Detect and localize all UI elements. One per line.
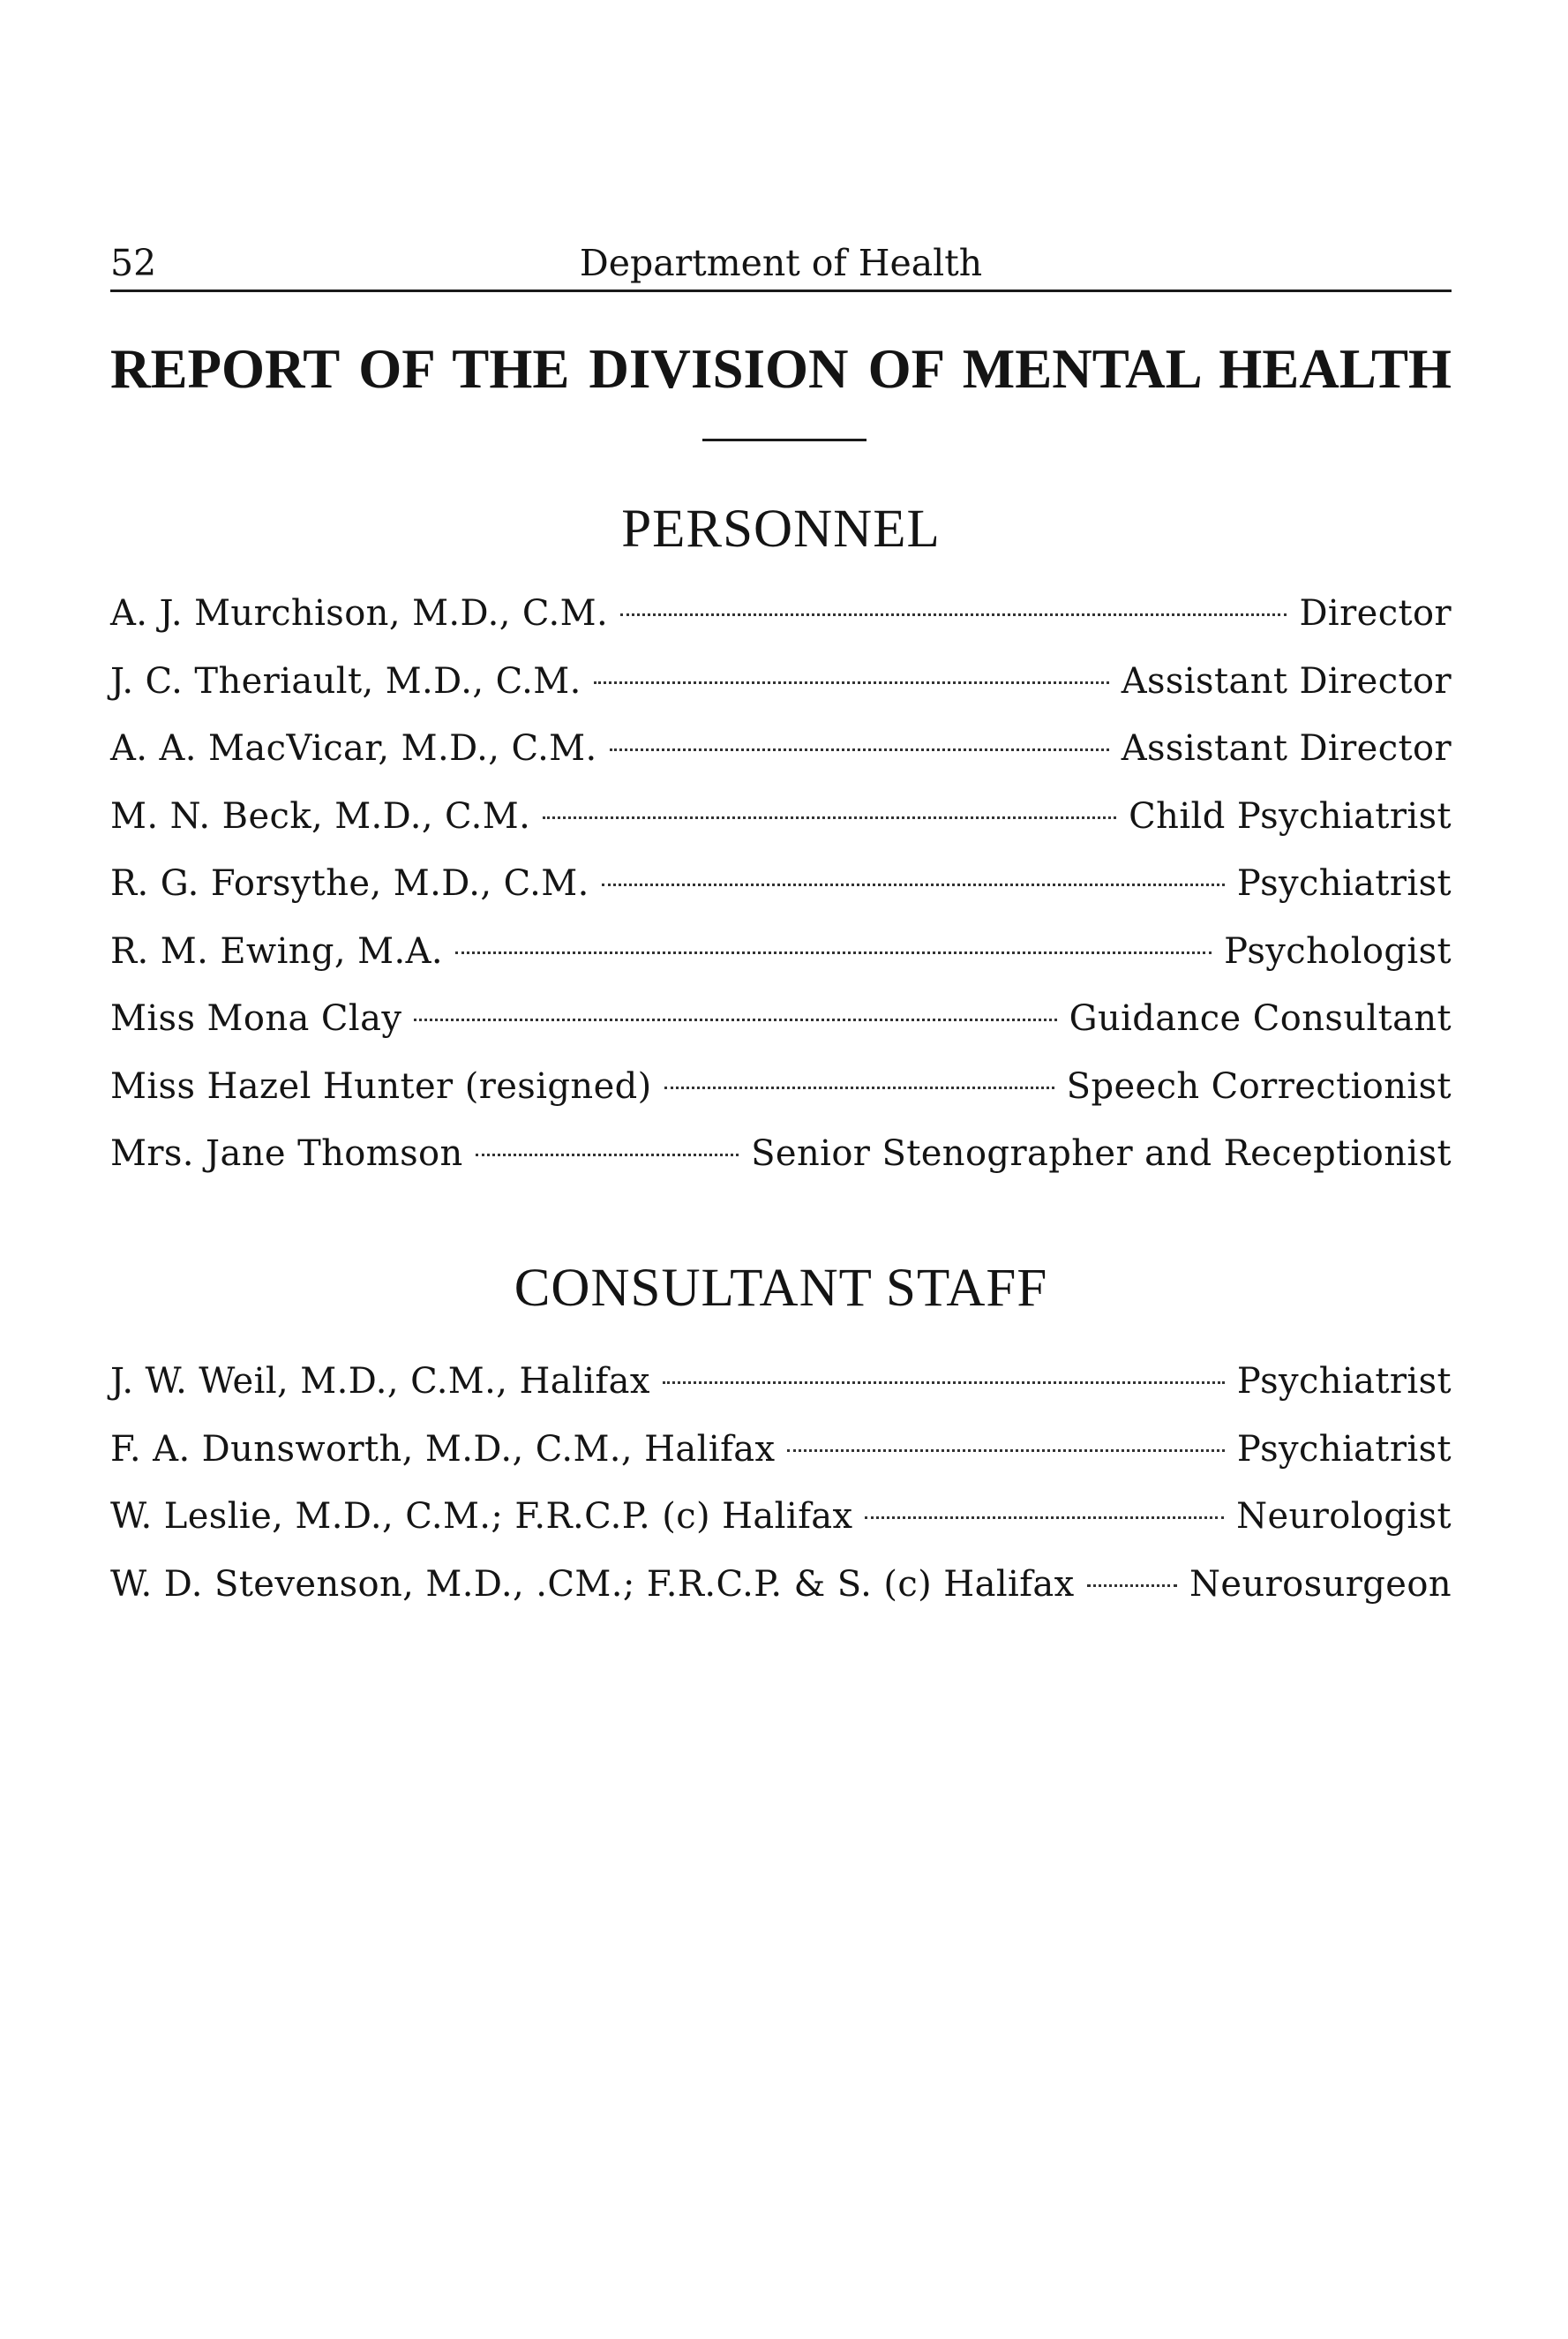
consultant-entry	[110, 1423, 1452, 1491]
consultant-entry	[110, 1490, 1452, 1558]
personnel-entry	[110, 925, 1452, 993]
staff-role: Assistant Director	[1121, 728, 1452, 769]
personnel-entry	[110, 790, 1452, 858]
personnel-list	[110, 587, 1452, 1195]
staff-role: Psychiatrist	[1236, 863, 1452, 904]
dot-leader	[663, 1381, 1225, 1384]
staff-name: A. A. MacVicar, M.D., C.M.	[110, 728, 597, 769]
dot-leader	[543, 816, 1116, 819]
dot-leader	[414, 1019, 1056, 1021]
consultant-role: Psychiatrist	[1236, 1361, 1452, 1402]
personnel-entry	[110, 857, 1452, 925]
staff-role: Child Psychiatrist	[1129, 795, 1452, 837]
consultant-name: W. D. Stevenson, M.D., .CM.; F.R.C.P. & S. (c) Halifax	[110, 1563, 1075, 1605]
personnel-heading: PERSONNEL	[621, 500, 941, 559]
dot-leader	[1087, 1584, 1177, 1587]
staff-role: Speech Correctionist	[1066, 1065, 1452, 1107]
dot-leader	[620, 613, 1287, 616]
dot-leader	[594, 681, 1109, 684]
staff-role: Senior Stenographer and Receptionist	[751, 1133, 1452, 1174]
staff-name: J. C. Theriault, M.D., C.M.	[110, 660, 581, 702]
dot-leader	[610, 748, 1109, 751]
dot-leader	[664, 1087, 1054, 1089]
consultant-role: Neurosurgeon	[1189, 1563, 1452, 1605]
consultant-name: W. Leslie, M.D., C.M.; F.R.C.P. (c) Halifax	[110, 1496, 853, 1537]
staff-name: R. G. Forsythe, M.D., C.M.	[110, 863, 589, 904]
consultant-entry	[110, 1355, 1452, 1423]
staff-name: M. N. Beck, M.D., C.M.	[110, 795, 531, 837]
page-header	[110, 237, 1452, 292]
staff-name: A. J. Murchison, M.D., C.M.	[110, 593, 609, 634]
staff-role: Psychologist	[1224, 930, 1452, 972]
staff-name: Miss Mona Clay	[110, 998, 402, 1039]
staff-name: Miss Hazel Hunter (resigned)	[110, 1065, 652, 1107]
personnel-entry	[110, 655, 1452, 723]
dot-leader	[787, 1449, 1224, 1452]
consultant-role: Psychiatrist	[1236, 1428, 1452, 1470]
title-divider	[702, 439, 867, 441]
dot-leader	[455, 951, 1212, 954]
staff-role: Director	[1299, 593, 1452, 634]
consultant-staff-heading: CONSULTANT STAFF	[514, 1259, 1048, 1318]
personnel-entry	[110, 722, 1452, 790]
page-number: 52	[110, 242, 157, 284]
consultant-staff-list	[110, 1355, 1452, 1625]
personnel-entry	[110, 992, 1452, 1060]
staff-name: R. M. Ewing, M.A.	[110, 930, 444, 972]
personnel-entry	[110, 1060, 1452, 1128]
staff-role: Assistant Director	[1121, 660, 1452, 702]
staff-role: Guidance Consultant	[1069, 998, 1452, 1039]
dot-leader	[602, 884, 1225, 886]
personnel-entry	[110, 587, 1452, 655]
consultant-name: F. A. Dunsworth, M.D., C.M., Halifax	[110, 1428, 776, 1470]
dot-leader	[476, 1154, 739, 1156]
consultant-entry	[110, 1558, 1452, 1626]
consultant-name: J. W. Weil, M.D., C.M., Halifax	[110, 1361, 650, 1402]
running-head: Department of Health	[579, 242, 983, 284]
dot-leader	[865, 1516, 1224, 1519]
personnel-entry	[110, 1127, 1452, 1195]
staff-name: Mrs. Jane Thomson	[110, 1133, 463, 1174]
report-title: REPORT OF THE DIVISION OF MENTAL HEALTH	[110, 338, 1452, 400]
consultant-role: Neurologist	[1236, 1496, 1452, 1537]
